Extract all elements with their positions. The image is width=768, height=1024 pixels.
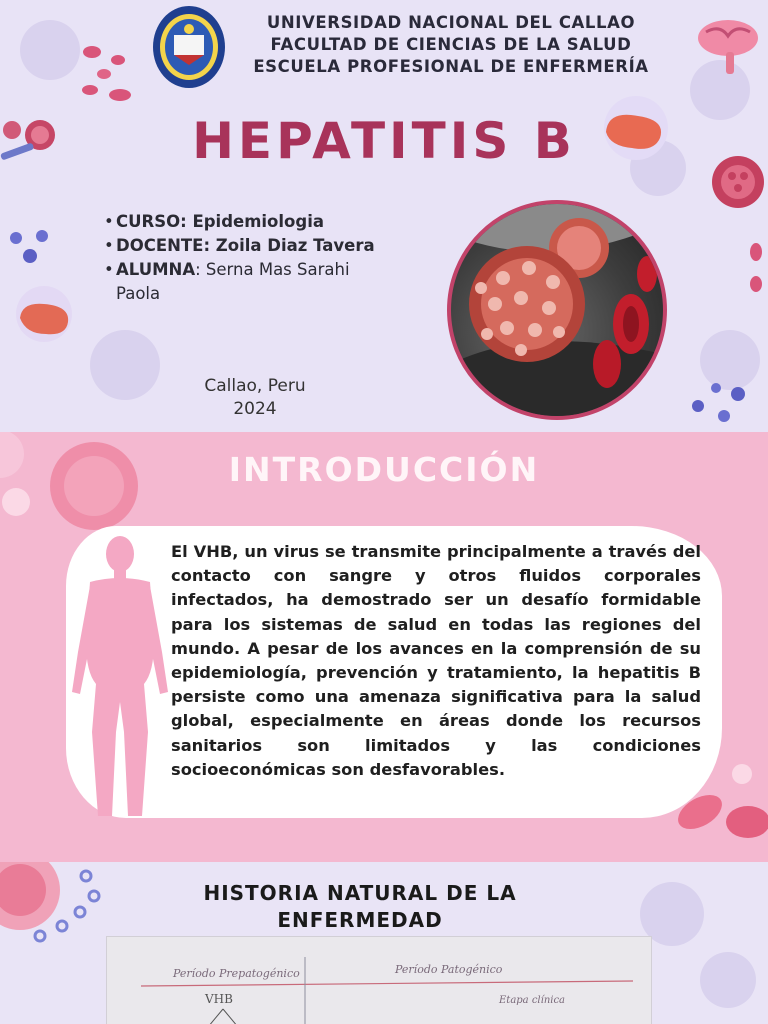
institution-header <box>236 12 666 78</box>
info-item-alumna: • ALUMNA: Serna Mas Sarahi <box>104 260 350 279</box>
historia-section <box>0 862 768 1024</box>
info-item-docente: • DOCENTE: Zoila Diaz Tavera <box>104 236 375 255</box>
virus-illustration <box>447 200 667 420</box>
hepatitis-virus-icon <box>451 204 663 416</box>
decor-blob <box>700 952 756 1008</box>
location-date <box>180 375 330 421</box>
liver-cell-icon <box>12 282 76 344</box>
info-value: : Epidemiologia <box>180 212 324 231</box>
handwritten-diagram-photo <box>106 936 652 1024</box>
cover-section <box>0 0 768 432</box>
university-name: UNIVERSIDAD NACIONAL DEL CALLAO <box>266 13 636 32</box>
info-label: DOCENTE <box>116 236 204 255</box>
historia-title <box>180 880 540 934</box>
page-title: HEPATITIS B <box>192 112 576 170</box>
info-list <box>104 210 424 306</box>
info-label: CURSO <box>116 212 181 231</box>
red-blood-cells-icon <box>78 40 138 105</box>
label-etapa-clinica: Etapa clínica <box>499 995 566 1006</box>
intro-title: INTRODUCCIÓN <box>228 450 540 489</box>
historia-title-line2: ENFERMEDAD <box>277 908 443 932</box>
diagram-lines <box>107 937 653 1024</box>
label-vhb: VHB <box>205 992 233 1006</box>
school-name: ESCUELA PROFESIONAL DE ENFERMERÍA <box>253 57 649 76</box>
label-periodo-prepatogenico: Período Prepatogénico <box>173 967 300 980</box>
faculty-name: FACULTAD DE CIENCIAS DE LA SALUD <box>270 35 632 54</box>
info-item-curso: • CURSO: Epidemiologia <box>104 212 324 231</box>
red-blood-cells-icon <box>744 240 768 300</box>
decor-blob <box>90 330 160 400</box>
info-value: : Zoila Diaz Tavera <box>203 236 375 255</box>
brain-icon <box>690 10 762 82</box>
intro-body: El VHB, un virus se transmite principalmente a través del contacto con sangre y otros fluidos corporales infectados, ha demostrado ser un desafío formidable para los sistemas de salud en todas las regiones del mundo. A pesar de los avances en la comprensión de su epidemiología, prevención y tratamiento, la hepatitis B persiste como una amenaza significativa para la salud global, especialmente en áreas donde los recursos sanitarios son limitados y las condiciones socioeconómicas son desfavorables. <box>171 542 701 779</box>
info-value-continuation: Paola <box>116 284 161 303</box>
info-value: : Serna Mas Sarahi <box>195 260 350 279</box>
historia-title-line1: HISTORIA NATURAL DE LA <box>203 881 517 905</box>
label-periodo-patogenico: Período Patogénico <box>395 963 503 976</box>
virus-icon <box>4 226 58 270</box>
decor-blob <box>20 20 80 80</box>
virus-icon <box>686 380 752 428</box>
university-seal-icon <box>152 5 226 89</box>
human-silhouette-icon <box>68 532 172 822</box>
cell-cluster-icon <box>0 862 110 952</box>
info-item-alumna-continuation <box>104 282 424 306</box>
year: 2024 <box>233 399 277 419</box>
location: Callao, Peru <box>204 376 306 396</box>
info-label: ALUMNA <box>116 260 196 279</box>
intro-section <box>0 432 768 862</box>
